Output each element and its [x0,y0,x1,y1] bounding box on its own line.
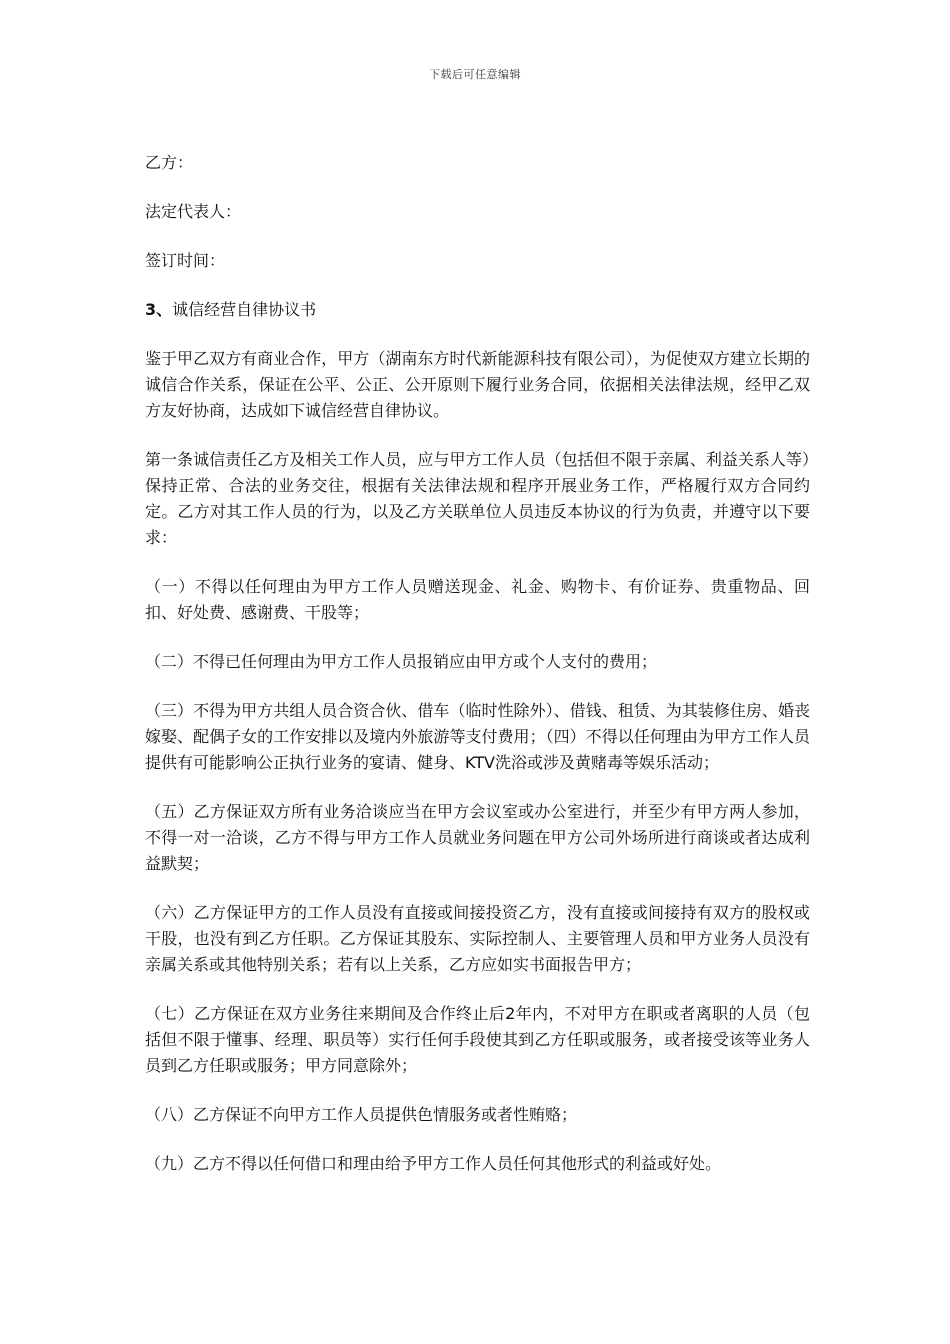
document-body [145,150,810,1200]
clause-1: （一）不得以任何理由为甲方工作人员赠送现金、礼金、购物卡、有价证券、贵重物品、回扣、好处费、感谢费、干股等； [145,577,810,622]
page-header-note: 下载后可任意编辑 [429,68,521,81]
clause-7: （七）乙方保证在双方业务往来期间及合作终止后2年内，不对甲方在职或者离职的人员（包括但不限于懂事、经理、职员等）实行任何手段使其到乙方任职或服务，或者接受该等业务人员到乙方任职或服务；甲方同意除外； [145,1004,810,1075]
article-1-paragraph: 第一条诚信责任乙方及相关工作人员，应与甲方工作人员（包括但不限于亲属、利益关系人等）保持正常、合法的业务交往，根据有关法律法规和程序开展业务工作，严格履行双方合同约定。乙方对其工作人员的行为，以及乙方关联单位人员违反本协议的行为负责，并遵守以下要求： [145,450,810,547]
clause-2: （二）不得已任何理由为甲方工作人员报销应由甲方或个人支付的费用； [145,652,658,671]
clause-6: （六）乙方保证甲方的工作人员没有直接或间接投资乙方，没有直接或间接持有双方的股权或干股，也没有到乙方任职。乙方保证其股东、实际控制人、主要管理人员和甲方业务人员没有亲属关系或其他特别关系；若有以上关系，乙方应如实书面报告甲方； [145,903,810,974]
clause-9: （九）乙方不得以任何借口和理由给予甲方工作人员任何其他形式的利益或好处。 [145,1154,722,1173]
section-number: 3、 [145,300,173,319]
intro-paragraph: 鉴于甲乙双方有商业合作，甲方（湖南东方时代新能源科技有限公司），为促使双方建立长期的诚信合作关系，保证在公平、公正、公开原则下履行业务合同，依据相关法律法规，经甲乙双方友好协商，达成如下诚信经营自律协议。 [145,349,810,420]
legal-representative-label: 法定代表人： [145,202,242,221]
clause-5: （五）乙方保证双方所有业务洽谈应当在甲方会议室或办公室进行，并至少有甲方两人参加，不得一对一洽谈，乙方不得与甲方工作人员就业务问题在甲方公司外场所进行商谈或者达成利益默契； [145,802,810,873]
section-heading [145,297,810,323]
party-b-label: 乙方： [145,153,194,172]
section-title: 诚信经营自律协议书 [172,300,317,319]
clause-8: （八）乙方保证不向甲方工作人员提供色情服务或者性贿赂； [145,1105,578,1124]
clause-3-4: （三）不得为甲方共组人员合资合伙、借车（临时性除外）、借钱、租赁、为其装修住房、婚丧嫁娶、配偶子女的工作安排以及境内外旅游等支付费用；（四）不得以任何理由为甲方工作人员提供有可能影响公正执行业务的宴请、健身、KTV洗浴或涉及黄赌毒等娱乐活动； [145,701,810,772]
signing-date-label: 签订时间： [145,251,226,270]
